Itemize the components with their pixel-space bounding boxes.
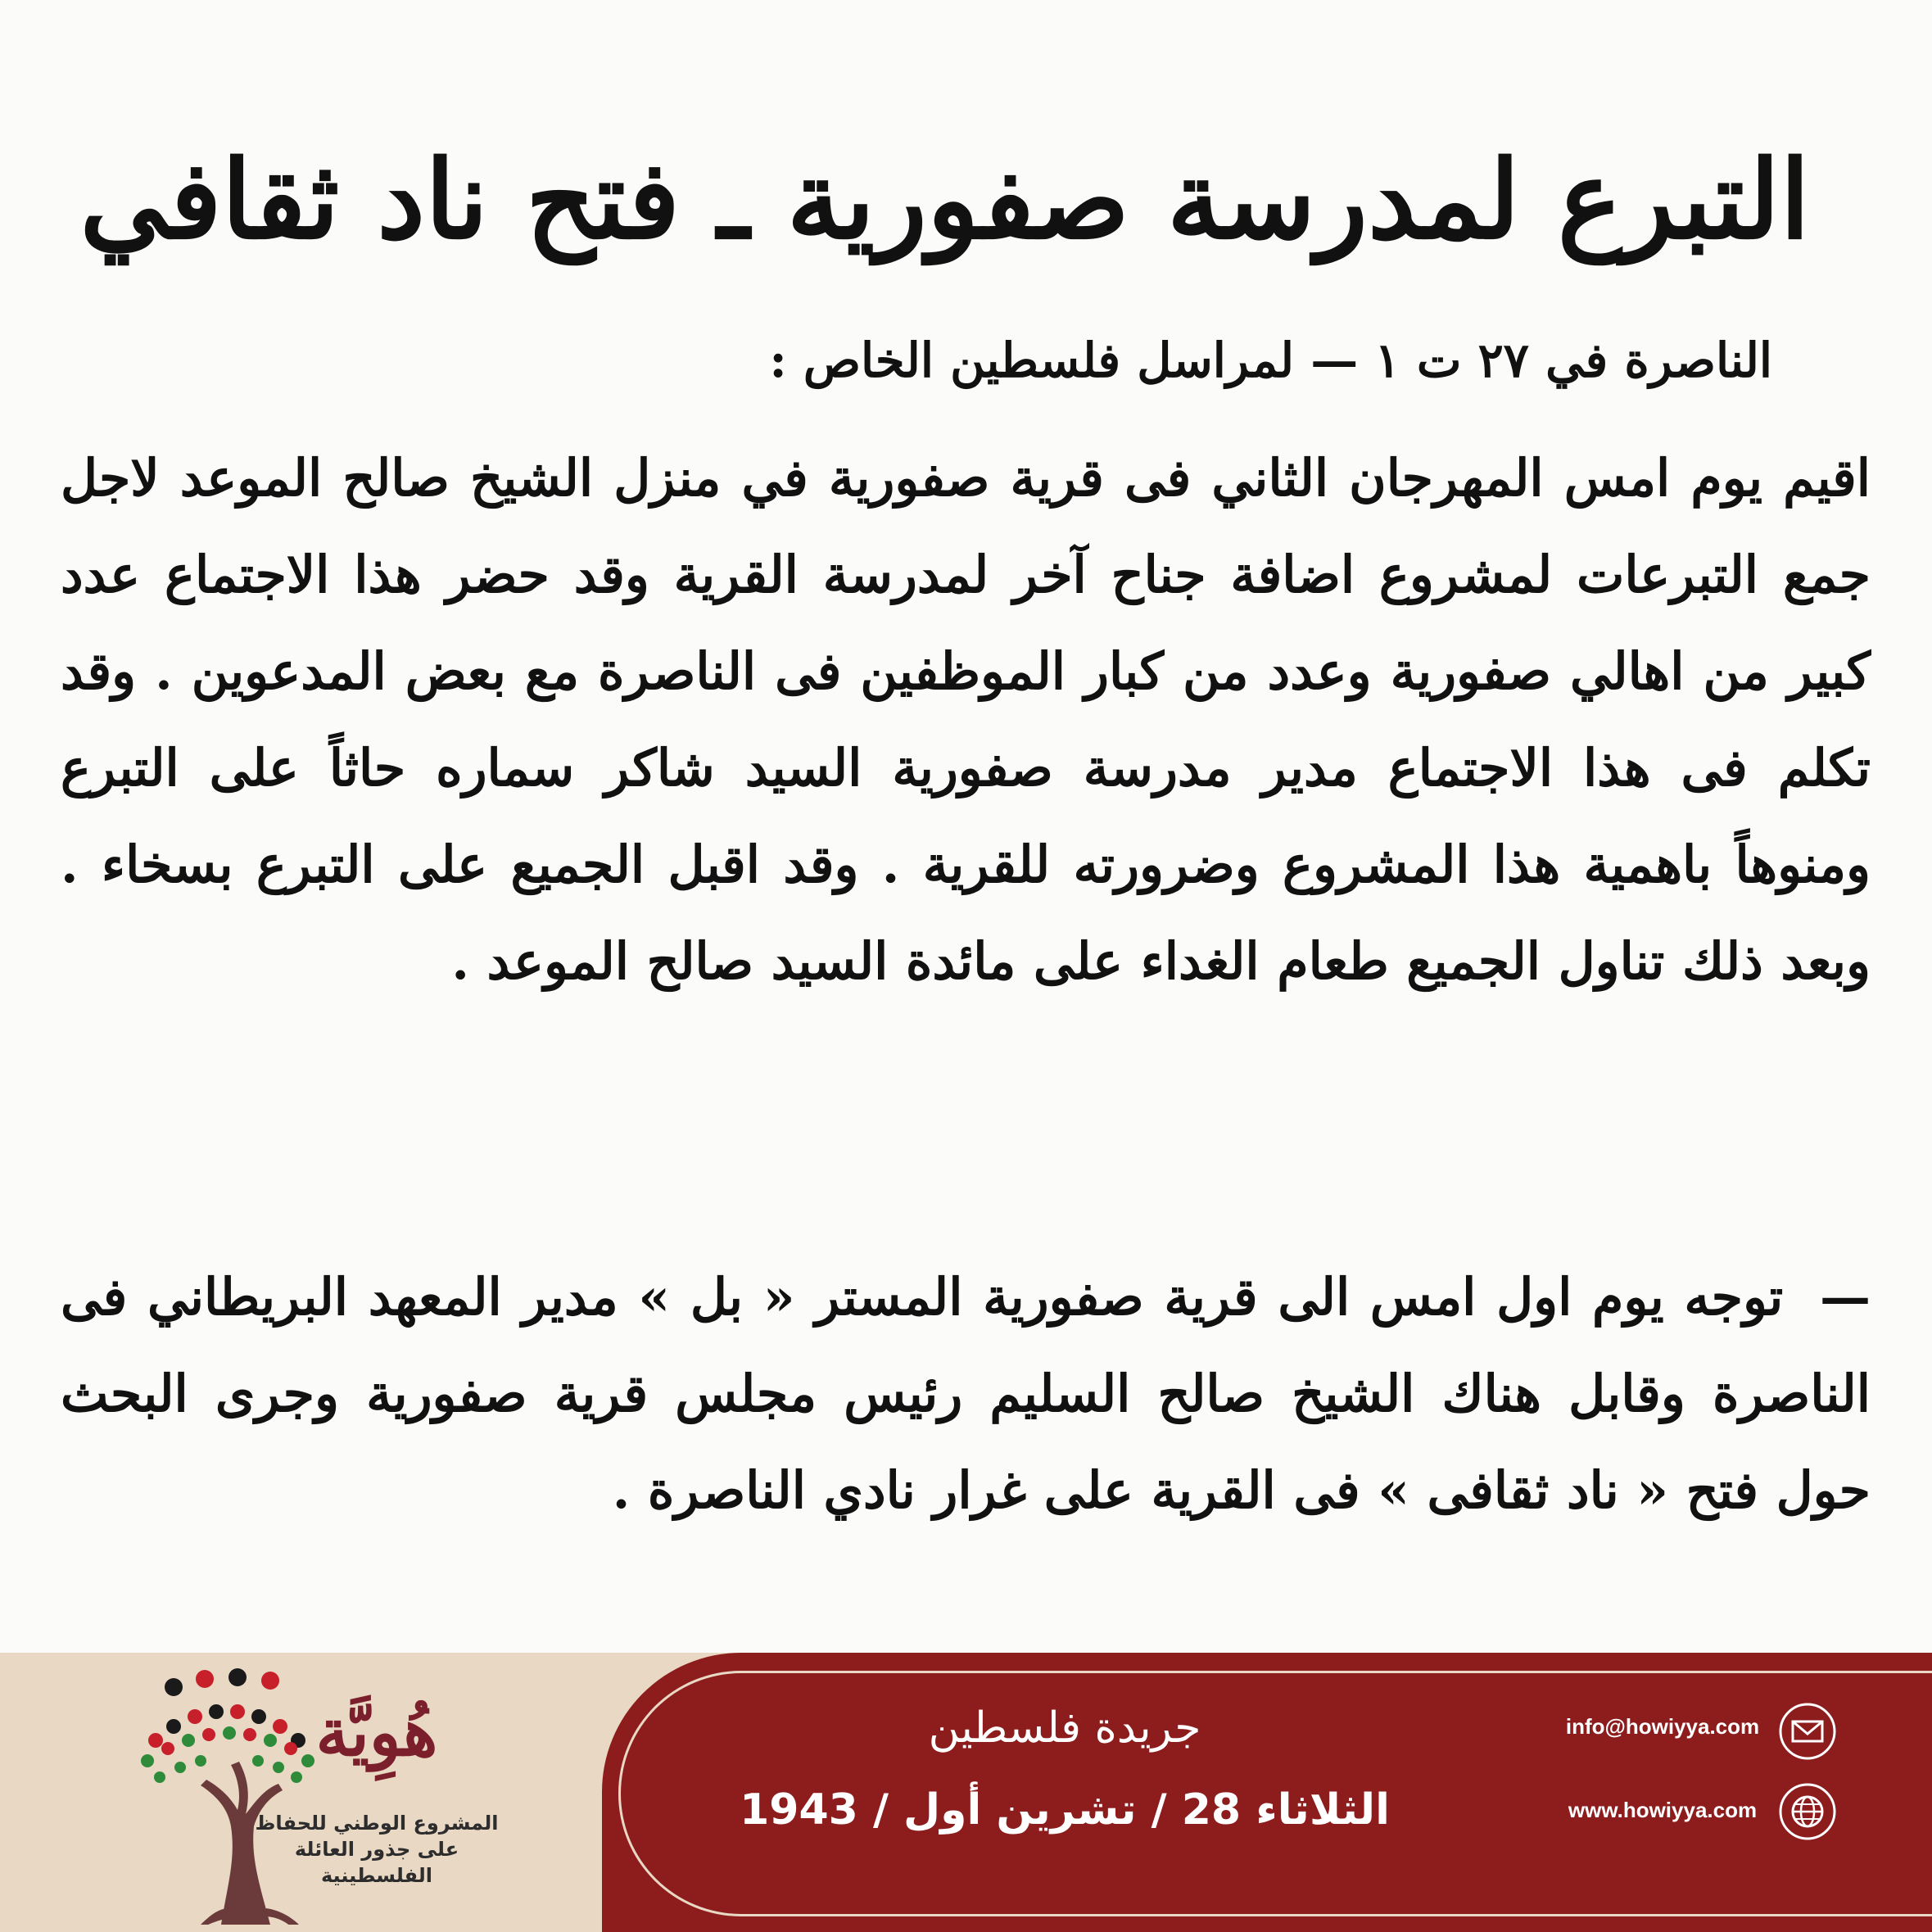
paragraph-dash: — xyxy=(1819,1267,1871,1327)
article-headline: التبرع لمدرسة صفورية ـ فتح ناد ثقافي xyxy=(79,137,1810,264)
article-paragraph-2 xyxy=(61,1249,1871,1539)
logo-tagline: المشروع الوطني للحفاظ على جذور العائلة الفلسطينية xyxy=(255,1812,499,1887)
issue-date: الثلاثاء 28 / تشرين أول / 1943 xyxy=(740,1785,1390,1835)
envelope-icon xyxy=(1777,1701,1838,1762)
logo-wordmark: هُوِيَّة xyxy=(315,1694,438,1771)
newspaper-name: جريدة فلسطين xyxy=(928,1704,1201,1753)
article-paragraph-1: اقيم يوم امس المهرجان الثاني فى قرية صفورية في منزل الشيخ صالح الموعد لاجل جمع التبرعات لمشروع اضافة جناح آخر لمدرسة القرية وقد حضر هذا الاجتماع عدد كبير من اهالي صفورية وعدد من كبار الموظفين فى الناصرة مع بعض المدعوين . وقد تكلم فى هذا الاجتماع مدير مدرسة صفورية السيد شاكر سماره حاثاً على التبرع ومنوهاً باهمية هذا المشروع وضرورته للقرية . وقد اقبل الجميع على التبرع بسخاء . وبعد ذلك تناول الجميع طعام الغداء على مائدة السيد صالح الموعد . xyxy=(61,448,1871,991)
article-paragraph-2-text: توجه يوم اول امس الى قرية صفورية المستر « بل » مدير المعهد البريطاني فى الناصرة وقابل هناك الشيخ صالح السليم رئيس مجلس قرية صفورية وجرى البحث حول فتح « ناد ثقافى » فى القرية على غرار نادي الناصرة . xyxy=(61,1267,1871,1520)
article-dateline: الناصرة في ٢٧ ت ١ — لمراسل فلسطين الخاص : xyxy=(769,333,1772,388)
contact-email[interactable]: info@howiyya.com xyxy=(1565,1714,1760,1739)
globe-icon xyxy=(1777,1781,1838,1842)
contact-website[interactable]: www.howiyya.com xyxy=(1568,1798,1758,1822)
